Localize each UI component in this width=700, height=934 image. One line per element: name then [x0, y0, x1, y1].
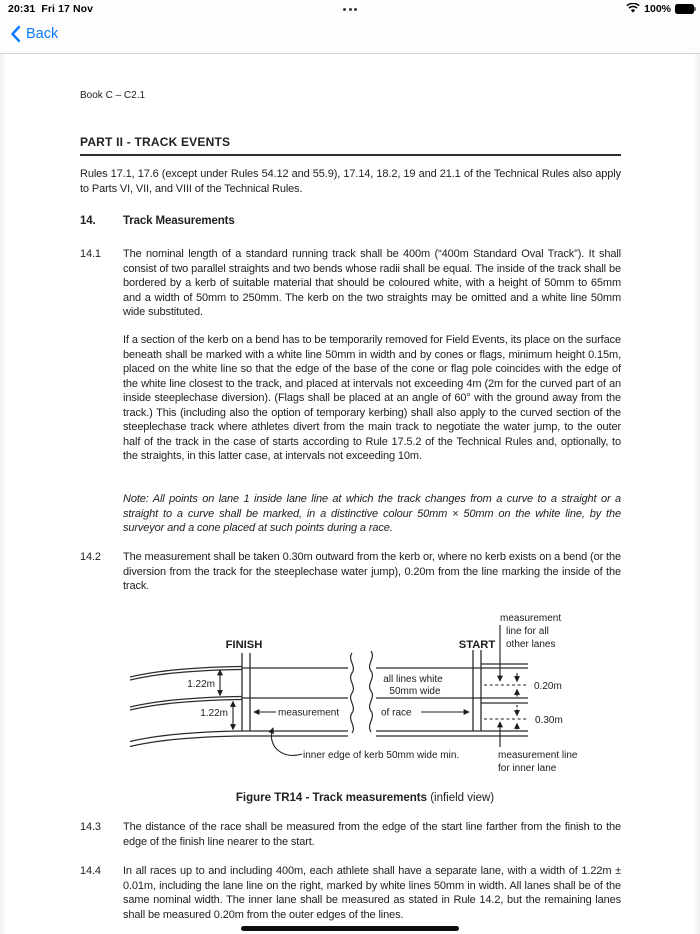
offset-inner-lane-value: 0.30m [535, 715, 563, 726]
clause-text: Note: All points on lane 1 inside lane line at which the track changes from a curve to a straight or a straight to a curve shall be marked, in a distinctive colour 50mm × 50mm on the white line, by the surveyor and a cone placed at such points during a race. [123, 493, 621, 534]
kerb-note-label: inner edge of kerb 50mm wide min. [303, 750, 460, 761]
status-time: 20:31 [8, 3, 36, 15]
wifi-icon [626, 3, 640, 14]
finish-line [242, 653, 250, 731]
nav-bar [0, 17, 700, 54]
clause-text: In all races up to and including 400m, each athlete shall have a separate lane, with a width of 1.22m ± 0.01m, including the lane line on the right, marked by white lines 50mm in width. All lanes shall be of the same nominal width. The inner lane shall be measured as stated in Rule 14.2, but the remaining lanes shall be measured 0.20m from the outer edges of the lines. [123, 865, 621, 921]
multitask-dots-icon[interactable] [343, 8, 357, 11]
home-indicator[interactable] [241, 926, 459, 931]
of-race-label: of race [381, 707, 412, 719]
clause-number: 14.2 [80, 551, 101, 563]
clause-note [80, 492, 621, 536]
page-edge-shadow-right [693, 54, 700, 934]
clause-text: Track Measurements [123, 215, 235, 227]
part-title: PART II - TRACK EVENTS [80, 135, 231, 149]
inner-lane-label-1: measurement line [498, 750, 578, 761]
status-date: Fri 17 Nov [41, 3, 94, 15]
chevron-left-icon [10, 25, 21, 43]
lane-width-bottom-value: 1.22m [200, 708, 228, 719]
status-bar [0, 0, 700, 17]
page-edge-shadow-left [0, 54, 7, 934]
break-mark-right [370, 651, 373, 732]
clause-number: 14.1 [80, 248, 101, 260]
offset-other-lanes-value: 0.20m [534, 681, 562, 692]
document-page[interactable] [0, 54, 700, 934]
lane-width-top-value: 1.22m [187, 679, 215, 690]
back-button[interactable] [10, 25, 58, 43]
clause-14-1-continued [80, 333, 621, 464]
start-line [473, 650, 481, 731]
clause-14-1 [80, 247, 621, 320]
book-reference: Book C – C2.1 [80, 90, 146, 101]
figure-caption-suffix: (infield view) [430, 792, 495, 804]
figure-caption-title: Figure TR14 - Track measurements [235, 792, 427, 804]
clause-14-3 [80, 820, 621, 849]
clause-number: 14.3 [80, 821, 101, 833]
bend-curve-outer [130, 667, 242, 681]
inner-lane-label-2: for inner lane [498, 763, 557, 774]
other-lanes-label-3: other lanes [506, 639, 556, 650]
clause-text: If a section of the kerb on a bend has to be temporarily removed for Field Events, its place on the surface beneath shall be marked with a white line 50mm in width and by cones or flags, minimum height 0.15m, placed on the white line so that the edge of the base of the cone or flag pole coincides with the edge of the white line closest to the track, and placed at intervals not exceeding 4m (2m for the curved part of an inside steeplechase diversion). (Flags shall be placed at an angle of 60° with the ground away from the track.) This (including also the option of temporary kerbing) shall also apply to the curved section of the steeplechase track where athletes divert from the main track to negotiate the water jump, to the outer half of the track in the case of starts according to Rule 17.5.2 of the Technical Rules and, optionally, to the straights, in this latter case, at intervals not exceeding 10m. [123, 334, 621, 462]
status-time-date [8, 3, 93, 15]
clause-14-4 [80, 864, 621, 922]
all-lines-label-1: all lines white [383, 674, 443, 685]
start-label: START [458, 639, 496, 651]
all-lines-label-2: 50mm wide [389, 686, 441, 697]
clause-text: The measurement shall be taken 0.30m outward from the kerb or, where no kerb exists on a bend (or the diversion from the track for the steeplechase water jump), 0.20m from the line marking the inside of the track. [123, 551, 621, 592]
break-mark-left [351, 653, 354, 733]
rule-14-heading [80, 214, 621, 229]
title-rule [80, 154, 621, 156]
kerb-note-leader [271, 728, 302, 755]
back-label: Back [26, 26, 59, 42]
clause-14-2 [80, 550, 621, 594]
measurement-label: measurement [278, 707, 340, 719]
figure-caption [80, 792, 650, 804]
clause-number: 14.4 [80, 865, 101, 877]
other-lanes-label-2: line for all [506, 626, 549, 637]
status-right [626, 3, 696, 15]
kerb-lines [242, 731, 528, 736]
finish-label: FINISH [225, 639, 263, 651]
clause-number: 14. [80, 215, 96, 227]
intro-paragraph: Rules 17.1, 17.6 (except under Rules 54.12 and 55.9), 17.14, 18.2, 19 and 21.1 of the Technical Rules also apply to Parts VI, VII, and VIII of the Technical Rules. [80, 168, 621, 195]
bend-curve-kerb [130, 731, 242, 747]
clause-text: The distance of the race shall be measured from the edge of the start line farther from the finish to the edge of the finish line nearer to the start. [123, 821, 621, 848]
figure-track-measurements [130, 603, 660, 785]
clause-text: The nominal length of a standard running track shall be 400m (“400m Standard Oval Track”). It shall consist of two parallel straights and two bends whose radii shall be equal. The inside of the track shall be bordered by a kerb of suitable material that should be coloured white, with a height of 50mm to 65mm and a width of 50mm to 250mm. The kerb on the two straights may be omitted and a white line 50mm wide substituted. [123, 248, 621, 318]
battery-percent: 100% [644, 2, 671, 15]
battery-icon [675, 4, 696, 14]
other-lanes-label-1: measurement [500, 613, 562, 624]
